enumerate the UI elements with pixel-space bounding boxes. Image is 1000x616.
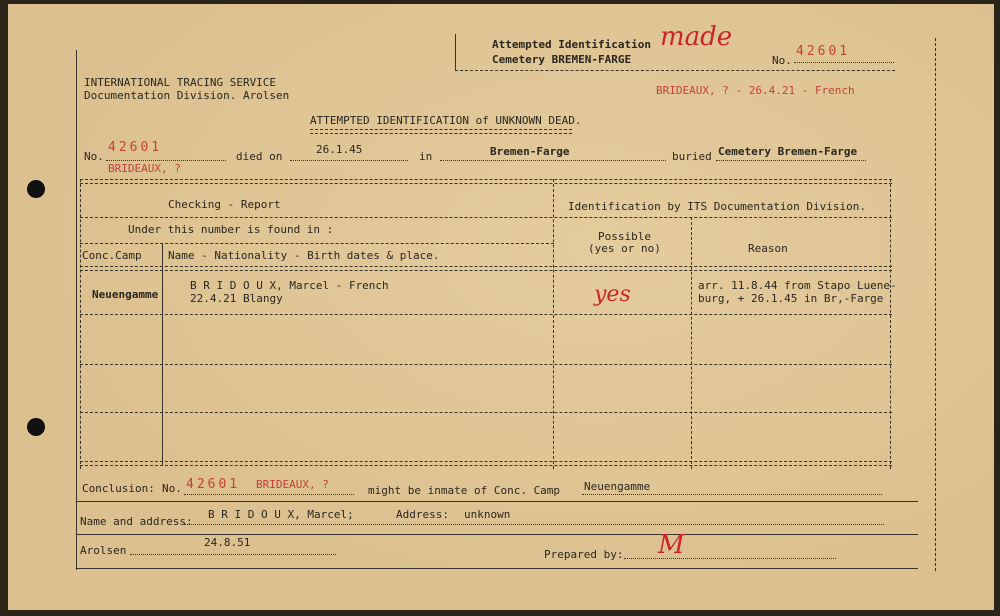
document-card <box>8 4 994 610</box>
row-line-2 <box>80 364 892 365</box>
address-label: Address: <box>396 508 449 521</box>
conclusion-label: Conclusion: <box>82 482 155 495</box>
title-underline-1 <box>310 129 572 130</box>
prepared-signature: M <box>658 530 685 560</box>
form-title: ATTEMPTED IDENTIFICATION of UNKNOWN DEAD. <box>310 114 582 127</box>
header-box-line1: Attempted Identification <box>492 38 651 51</box>
col-possible-line2: (yes or no) <box>588 242 661 255</box>
buried-dots <box>716 160 866 161</box>
conclusion-no: 42601 <box>186 477 241 492</box>
date-value: 24.8.51 <box>204 536 251 549</box>
camp-name-divider <box>162 243 163 465</box>
table-header-line <box>80 217 892 218</box>
header-no-label: No. <box>772 54 792 67</box>
in-value: Bremen-Farge <box>490 145 570 158</box>
conclusion-name: BRIDEAUX, ? <box>256 478 329 491</box>
column-header-line-1 <box>80 266 892 267</box>
title-underline-2 <box>310 133 572 134</box>
record-name-under-no: BRIDEAUX, ? <box>108 162 181 175</box>
prepared-dots <box>624 558 836 559</box>
date-dots <box>130 554 336 555</box>
record-no-value: 42601 <box>108 140 163 155</box>
in-label: in <box>419 150 433 163</box>
conclusion-dots <box>184 494 354 495</box>
handwritten-note: made <box>660 22 733 52</box>
footer-separator-1 <box>76 501 918 502</box>
record-no-label: No. <box>84 150 104 163</box>
possible-reason-divider <box>691 217 692 469</box>
page-frame-right <box>935 38 936 571</box>
row-name-line1: B R I D O U X, Marcel - French <box>190 279 389 292</box>
buried-value: Cemetery Bremen-Farge <box>718 145 858 158</box>
row-possible: yes <box>594 282 631 307</box>
org-line2: Documentation Division. Arolsen <box>84 89 290 102</box>
under-number-text: Under this number is found in : <box>128 223 334 236</box>
row-reason-line2: burg, + 26.1.45 in Br,-Farge <box>698 292 884 305</box>
header-box-line2: Cemetery BREMEN-FARGE <box>492 53 632 66</box>
row-name-line2: 22.4.21 Blangy <box>190 292 283 305</box>
table-left-border <box>80 179 81 469</box>
table-top-border-1 <box>80 179 892 180</box>
place-label: Arolsen <box>80 544 127 557</box>
identification-header: Identification by ITS Documentation Division. <box>568 200 867 213</box>
buried-label: buried <box>672 150 712 163</box>
table-bottom-border-1 <box>80 461 892 462</box>
org-line1: INTERNATIONAL TRACING SERVICE <box>84 76 277 89</box>
table-right-border <box>890 179 891 469</box>
record-no-dots <box>106 160 226 161</box>
table-bottom-border-2 <box>80 465 892 466</box>
header-box-left-border <box>455 34 456 70</box>
footer-separator-2 <box>76 534 918 535</box>
died-value: 26.1.45 <box>316 143 363 156</box>
table-section-divider <box>553 179 554 469</box>
died-dots <box>290 160 408 161</box>
address-value: unknown <box>464 508 511 521</box>
checking-header: Checking - Report <box>168 198 281 211</box>
punch-hole-top <box>27 180 45 198</box>
name-address-label: Name and address: <box>80 515 193 528</box>
col-name: Name - Nationality - Birth dates & place. <box>168 249 440 262</box>
row-line-3 <box>80 412 892 413</box>
footer-bottom-line <box>76 568 918 569</box>
under-number-line <box>80 243 554 244</box>
header-no-value: 42601 <box>796 44 851 59</box>
col-camp: Conc.Camp <box>82 249 142 262</box>
page-frame-left <box>76 50 77 570</box>
col-reason: Reason <box>748 242 788 255</box>
column-header-line-2 <box>80 270 892 271</box>
row-reason-line1: arr. 11.8.44 from Stapo Luene- <box>698 279 897 292</box>
row-line-1 <box>80 314 892 315</box>
died-label: died on <box>236 150 283 163</box>
in-dots <box>440 160 666 161</box>
name-address-dots <box>184 524 884 525</box>
prepared-label: Prepared by: <box>544 548 624 561</box>
table-top-border-2 <box>80 183 892 184</box>
header-no-dots <box>794 62 894 63</box>
row-camp: Neuengamme <box>92 288 159 301</box>
name-address-name: B R I D O U X, Marcel; <box>208 508 354 521</box>
conclusion-no-label: No. <box>162 482 182 495</box>
header-box-bottom-border <box>455 70 895 71</box>
punch-hole-bottom <box>27 418 45 436</box>
inmate-camp: Neuengamme <box>584 480 651 493</box>
inmate-dots <box>582 494 882 495</box>
col-possible-line1: Possible <box>598 230 651 243</box>
subject-line: BRIDEAUX, ? - 26.4.21 - French <box>656 84 855 97</box>
inmate-text: might be inmate of Conc. Camp <box>368 484 561 497</box>
